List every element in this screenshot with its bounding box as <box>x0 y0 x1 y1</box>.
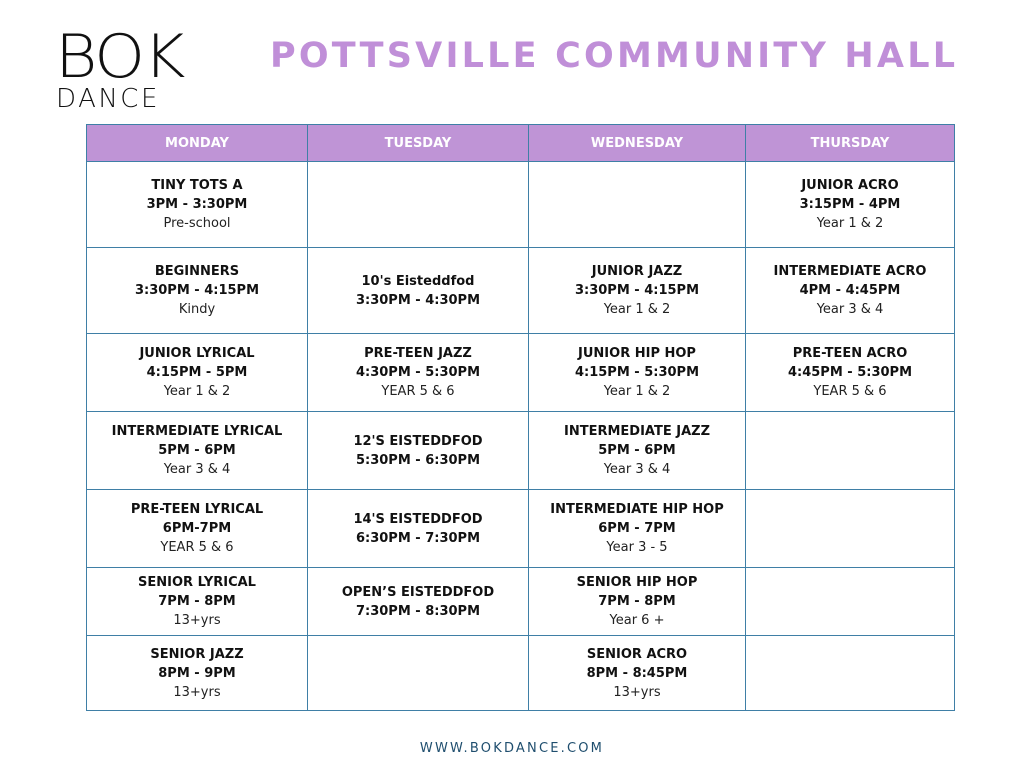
class-age: Year 1 & 2 <box>603 302 671 317</box>
class-age: Year 3 & 4 <box>816 302 884 317</box>
class-cell <box>308 334 529 412</box>
class-age: Year 3 - 5 <box>606 540 668 555</box>
class-time: 3:15PM - 4PM <box>799 197 901 212</box>
class-cell <box>746 162 955 248</box>
class-age: YEAR 5 & 6 <box>381 384 455 399</box>
class-cell <box>529 412 746 490</box>
class-name: INTERMEDIATE HIP HOP <box>550 502 724 517</box>
class-cell <box>87 568 308 636</box>
class-name: JUNIOR LYRICAL <box>139 346 255 361</box>
class-name: SENIOR LYRICAL <box>138 575 256 590</box>
class-name: PRE-TEEN JAZZ <box>364 346 472 361</box>
class-age: 13+yrs <box>173 684 221 700</box>
class-cell <box>529 248 746 334</box>
class-time: 6PM - 7PM <box>598 521 676 536</box>
day-header-wednesday: WEDNESDAY <box>529 125 746 162</box>
table-row <box>87 162 955 248</box>
class-cell <box>308 490 529 568</box>
table-row <box>87 568 955 636</box>
day-header-tuesday: TUESDAY <box>308 125 529 162</box>
class-time: 6PM-7PM <box>162 521 232 536</box>
class-cell <box>87 162 308 248</box>
class-name: PRE-TEEN ACRO <box>792 346 908 361</box>
class-time: 4PM - 4:45PM <box>799 283 901 298</box>
class-time: 5PM - 6PM <box>598 443 676 458</box>
class-time: 6:30PM - 7:30PM <box>355 530 481 546</box>
class-name: JUNIOR JAZZ <box>591 264 683 279</box>
class-age: Year 1 & 2 <box>816 216 884 231</box>
day-header-monday: MONDAY <box>87 125 308 162</box>
class-age: YEAR 5 & 6 <box>160 540 234 555</box>
class-time: 3:30PM - 4:30PM <box>355 292 481 308</box>
class-cell <box>746 334 955 412</box>
empty-cell <box>529 162 746 248</box>
class-name: BEGINNERS <box>154 264 240 279</box>
class-time: 8PM - 8:45PM <box>586 665 688 681</box>
class-age: Year 3 & 4 <box>603 462 671 477</box>
day-header-thursday: THURSDAY <box>746 125 955 162</box>
class-time: 4:45PM - 5:30PM <box>787 365 913 380</box>
class-time: 7:30PM - 8:30PM <box>355 603 481 619</box>
class-cell <box>87 334 308 412</box>
class-age: Year 6 + <box>609 613 665 628</box>
class-cell <box>87 636 308 711</box>
class-age: YEAR 5 & 6 <box>813 384 887 399</box>
class-name: INTERMEDIATE JAZZ <box>564 424 710 439</box>
class-cell <box>87 412 308 490</box>
class-name: 14'S EISTEDDFOD <box>353 511 483 527</box>
class-name: JUNIOR HIP HOP <box>578 346 696 361</box>
class-time: 4:30PM - 5:30PM <box>355 365 481 380</box>
class-time: 4:15PM - 5:30PM <box>574 365 700 380</box>
logo-wordmark-top: BOK <box>55 22 184 92</box>
class-name: INTERMEDIATE ACRO <box>773 264 927 279</box>
bok-dance-logo <box>55 22 197 114</box>
class-age: Pre-school <box>163 216 231 231</box>
class-age: 13+yrs <box>173 613 221 628</box>
class-cell <box>529 636 746 711</box>
class-name: SENIOR ACRO <box>586 646 688 662</box>
timetable-body <box>87 162 955 711</box>
class-name: SENIOR HIP HOP <box>576 575 698 590</box>
class-name: TINY TOTS A <box>151 178 243 193</box>
class-time: 8PM - 9PM <box>158 665 236 681</box>
class-name: OPEN’S EISTEDDFOD <box>341 584 495 600</box>
class-time: 7PM - 8PM <box>158 594 236 609</box>
class-cell <box>87 248 308 334</box>
empty-cell <box>746 490 955 568</box>
class-name: SENIOR JAZZ <box>150 646 244 662</box>
class-name: PRE-TEEN LYRICAL <box>130 502 264 517</box>
table-row <box>87 490 955 568</box>
table-row <box>87 248 955 334</box>
page-title: POTTSVILLE COMMUNITY HALL <box>270 36 959 76</box>
class-time: 5PM - 6PM <box>158 443 236 458</box>
empty-cell <box>746 636 955 711</box>
class-age: Kindy <box>178 302 216 317</box>
timetable <box>86 124 955 711</box>
class-cell <box>308 412 529 490</box>
table-row <box>87 334 955 412</box>
class-time: 3:30PM - 4:15PM <box>134 283 260 298</box>
class-age: Year 3 & 4 <box>163 462 231 477</box>
class-cell <box>746 248 955 334</box>
table-row <box>87 636 955 711</box>
empty-cell <box>308 636 529 711</box>
class-cell <box>308 248 529 334</box>
empty-cell <box>746 568 955 636</box>
class-cell <box>87 490 308 568</box>
table-row <box>87 412 955 490</box>
class-time: 7PM - 8PM <box>598 594 676 609</box>
class-cell <box>529 490 746 568</box>
empty-cell <box>746 412 955 490</box>
class-age: 13+yrs <box>613 684 661 700</box>
class-name: 12'S EISTEDDFOD <box>353 433 483 449</box>
class-cell <box>308 568 529 636</box>
timetable-header-row <box>87 125 955 162</box>
class-cell <box>529 568 746 636</box>
class-cell <box>529 334 746 412</box>
class-name: INTERMEDIATE LYRICAL <box>111 424 283 439</box>
logo-wordmark-bottom: DANCE <box>56 84 160 114</box>
class-name: JUNIOR ACRO <box>801 178 899 193</box>
class-time: 4:15PM - 5PM <box>146 365 248 380</box>
class-age: Year 1 & 2 <box>163 384 231 399</box>
class-time: 3PM - 3:30PM <box>146 197 248 212</box>
class-time: 5:30PM - 6:30PM <box>355 452 481 468</box>
class-time: 3:30PM - 4:15PM <box>574 283 700 298</box>
class-age: Year 1 & 2 <box>603 384 671 399</box>
empty-cell <box>308 162 529 248</box>
website-url: WWW.BOKDANCE.COM <box>419 741 605 756</box>
class-name: 10's Eisteddfod <box>361 273 475 289</box>
